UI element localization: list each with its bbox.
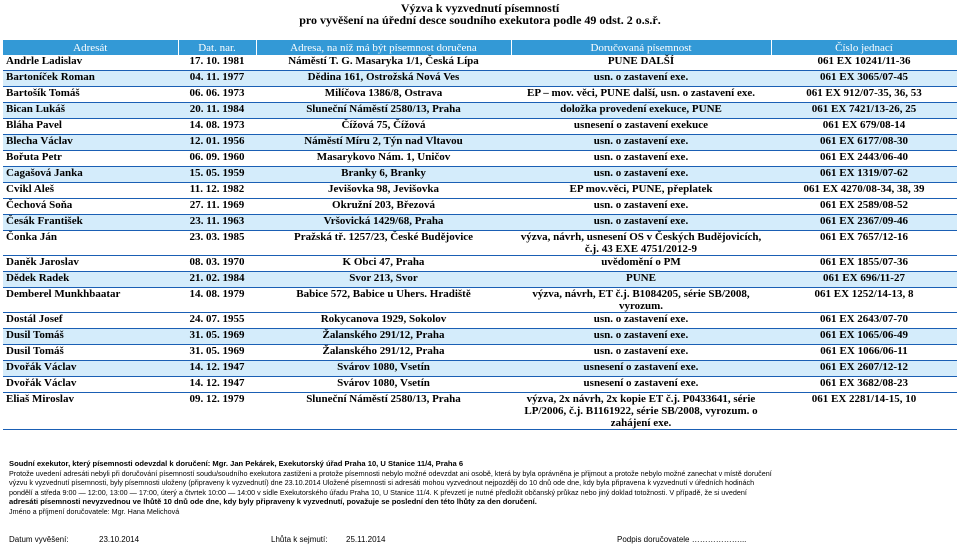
document-type: usnesení o zastavení exe. bbox=[511, 361, 771, 377]
delivery-address: Masarykovo Nám. 1, Uničov bbox=[256, 151, 511, 167]
document-type: usn. o zastavení exe. bbox=[511, 215, 771, 231]
document-type: usn. o zastavení exe. bbox=[511, 313, 771, 329]
document-type: EP – mov. věci, PUNE další, usn. o zastavení exe. bbox=[511, 87, 771, 103]
recipient-name: Cagašová Janka bbox=[3, 167, 178, 183]
table-row bbox=[3, 55, 957, 71]
table-row bbox=[3, 377, 957, 393]
document-type: usn. o zastavení exe. bbox=[511, 345, 771, 361]
delivery-address: Rokycanova 1929, Sokolov bbox=[256, 313, 511, 329]
footer-notice bbox=[9, 459, 954, 516]
table-row bbox=[3, 345, 957, 361]
delivery-address: Náměstí Míru 2, Týn nad Vltavou bbox=[256, 135, 511, 151]
header-reference: Číslo jednací bbox=[771, 40, 957, 55]
document-type: usnesení o zastavení exekuce bbox=[511, 119, 771, 135]
table-row bbox=[3, 288, 957, 313]
recipient-name: Dvořák Václav bbox=[3, 377, 178, 393]
birth-date: 14. 12. 1947 bbox=[178, 361, 256, 377]
birth-date: 27. 11. 1969 bbox=[178, 199, 256, 215]
delivery-address: Čížová 75, Čížová bbox=[256, 119, 511, 135]
delivery-address: Sluneční Náměstí 2580/13, Praha bbox=[256, 393, 511, 430]
header-birth-date: Dat. nar. bbox=[178, 40, 256, 55]
birth-date: 08. 03. 1970 bbox=[178, 256, 256, 272]
recipient-name: Čechová Soňa bbox=[3, 199, 178, 215]
delivery-address: K Obci 47, Praha bbox=[256, 256, 511, 272]
birth-date: 04. 11. 1977 bbox=[178, 71, 256, 87]
document-title bbox=[0, 0, 960, 26]
table-body bbox=[3, 55, 957, 430]
reference-number: 061 EX 2643/07-70 bbox=[771, 313, 957, 329]
recipient-name: Daněk Jaroslav bbox=[3, 256, 178, 272]
document-type: výzva, návrh, usnesení OS v Českých Budějovicích, č.j. 43 EXE 4751/2012-9 bbox=[511, 231, 771, 256]
footer-text-3: pondělí a středa 9:00 — 12:00, 13:00 — 17:00, úterý a čtvrtek 10:00 — 14:00 v sídle Exekutorského úřadu Praha 10, U Stanice 11/4. K převzetí je nutné předložit občanský průkaz nebo jiný doklad totožnosti. V případě, že si uvedení bbox=[9, 487, 747, 497]
document-type: usn. o zastavení exe. bbox=[511, 167, 771, 183]
table-row bbox=[3, 151, 957, 167]
delivery-address: Milíčova 1386/8, Ostrava bbox=[256, 87, 511, 103]
birth-date: 14. 08. 1979 bbox=[178, 288, 256, 313]
header-recipient: Adresát bbox=[3, 40, 178, 55]
table-row bbox=[3, 313, 957, 329]
recipient-name: Andrle Ladislav bbox=[3, 55, 178, 71]
footer-text-1: Protože uvedení adresáti nebyli při doručování písemností soudu/soudního exekutora zastiženi a protože písemnosti nebylo možné odevzdat ani osobě, která by byla oprávněna je přijmout a protože nebylo možné zanechat v místě doručení bbox=[9, 468, 772, 478]
recipient-name: Dvořák Václav bbox=[3, 361, 178, 377]
recipient-name: Bartoníček Roman bbox=[3, 71, 178, 87]
recipient-name: Dusil Tomáš bbox=[3, 345, 178, 361]
birth-date: 11. 12. 1982 bbox=[178, 183, 256, 199]
document-type: výzva, 2x návrh, 2x kopie ET č.j. P0433641, série LP/2006, č.j. B1161922, série SB/2008, vyrozum. o zahájení exe. bbox=[511, 393, 771, 430]
table-row bbox=[3, 393, 957, 430]
birth-date: 06. 09. 1960 bbox=[178, 151, 256, 167]
table-row bbox=[3, 87, 957, 103]
recipient-name: Česák František bbox=[3, 215, 178, 231]
birth-date: 24. 07. 1955 bbox=[178, 313, 256, 329]
reference-number: 061 EX 2443/06-40 bbox=[771, 151, 957, 167]
document-type: PUNE DALŠÍ bbox=[511, 55, 771, 71]
document-type: usn. o zastavení exe. bbox=[511, 135, 771, 151]
delivery-address: Okružní 203, Březová bbox=[256, 199, 511, 215]
reference-number: 061 EX 1065/06-49 bbox=[771, 329, 957, 345]
signature-label: Podpis doručovatele ………………... bbox=[617, 535, 747, 544]
recipient-name: Dusil Tomáš bbox=[3, 329, 178, 345]
reference-number: 061 EX 1066/06-11 bbox=[771, 345, 957, 361]
delivery-address: Branky 6, Branky bbox=[256, 167, 511, 183]
table-row bbox=[3, 361, 957, 377]
reference-number: 061 EX 2281/14-15, 10 bbox=[771, 393, 957, 430]
document-type: EP mov.věci, PUNE, přeplatek bbox=[511, 183, 771, 199]
document-type: uvědomění o PM bbox=[511, 256, 771, 272]
table-row bbox=[3, 199, 957, 215]
delivery-address: Žalanského 291/12, Praha bbox=[256, 329, 511, 345]
recipient-name: Bláha Pavel bbox=[3, 119, 178, 135]
table-row bbox=[3, 183, 957, 199]
birth-date: 17. 10. 1981 bbox=[178, 55, 256, 71]
reference-number: 061 EX 2589/08-52 bbox=[771, 199, 957, 215]
reference-number: 061 EX 6177/08-30 bbox=[771, 135, 957, 151]
document-type: výzva, návrh, ET č.j. B1084205, série SB/2008, vyrozum. bbox=[511, 288, 771, 313]
recipient-name: Dědek Radek bbox=[3, 272, 178, 288]
birth-date: 23. 03. 1985 bbox=[178, 231, 256, 256]
table-row bbox=[3, 71, 957, 87]
deadline-label: Lhůta k sejmutí: bbox=[271, 535, 328, 544]
delivery-address: Vršovická 1429/68, Praha bbox=[256, 215, 511, 231]
reference-number: 061 EX 1252/14-13, 8 bbox=[771, 288, 957, 313]
document-type: usn. o zastavení exe. bbox=[511, 329, 771, 345]
table-row bbox=[3, 256, 957, 272]
birth-date: 09. 12. 1979 bbox=[178, 393, 256, 430]
delivery-address: Svárov 1080, Vsetín bbox=[256, 377, 511, 393]
delivery-address: Pražská tř. 1257/23, České Budějovice bbox=[256, 231, 511, 256]
footer-executor: Soudní exekutor, který písemnosti odevzdal k doručení: Mgr. Jan Pekárek, Exekutorský úřad Praha 10, U Stanice 11/4, Praha 6 bbox=[9, 459, 464, 468]
delivery-address: Jevišovka 98, Jevišovka bbox=[256, 183, 511, 199]
table-row bbox=[3, 215, 957, 231]
recipient-name: Demberel Munkhbaatar bbox=[3, 288, 178, 313]
document-type: usnesení o zastavení exe. bbox=[511, 377, 771, 393]
delivery-address: Babice 572, Babice u Uhers. Hradiště bbox=[256, 288, 511, 313]
reference-number: 061 EX 912/07-35, 36, 53 bbox=[771, 87, 957, 103]
document-type: doložka provedení exekuce, PUNE bbox=[511, 103, 771, 119]
birth-date: 14. 12. 1947 bbox=[178, 377, 256, 393]
title-line-2: pro vyvěšení na úřední desce soudního exekutora podle 49 odst. 2 o.s.ř. bbox=[299, 13, 661, 27]
table-row bbox=[3, 329, 957, 345]
reference-number: 061 EX 10241/11-36 bbox=[771, 55, 957, 71]
table-header-row bbox=[3, 40, 957, 55]
footer-text-4: adresáti písemnosti nevyzvednou ve lhůtě 10 dnů ode dne, kdy byly připraveny k vyzvednutí, považuje se poslední den této lhůty za den doručení. bbox=[9, 497, 537, 506]
footer-text-2: výzvu k vyzvednutí písemnosti, byly písemnosti uloženy (připraveny k vyzvednutí) dne 23.10.2014 Uložené písemnosti si adresáti mohou vyzvednout nejpozději do 10 dnů ode dne, kdy byla připravena k vyzvednutí v úředních hodinách bbox=[9, 478, 755, 487]
delivery-address: Sluneční Náměstí 2580/13, Praha bbox=[256, 103, 511, 119]
reference-number: 061 EX 1855/07-36 bbox=[771, 256, 957, 272]
recipient-name: Bořuta Petr bbox=[3, 151, 178, 167]
posted-label: Datum vyvěšení: bbox=[9, 535, 69, 544]
delivery-address: Svárov 1080, Vsetín bbox=[256, 361, 511, 377]
table-row bbox=[3, 119, 957, 135]
birth-date: 15. 05. 1959 bbox=[178, 167, 256, 183]
recipient-name: Eliaš Miroslav bbox=[3, 393, 178, 430]
posted-value: 23.10.2014 bbox=[99, 535, 140, 544]
deadline-value: 25.11.2014 bbox=[346, 535, 386, 544]
birth-date: 31. 05. 1969 bbox=[178, 329, 256, 345]
reference-number: 061 EX 3065/07-45 bbox=[771, 71, 957, 87]
recipient-name: Bican Lukáš bbox=[3, 103, 178, 119]
reference-number: 061 EX 2607/12-12 bbox=[771, 361, 957, 377]
birth-date: 21. 02. 1984 bbox=[178, 272, 256, 288]
table-row bbox=[3, 167, 957, 183]
birth-date: 20. 11. 1984 bbox=[178, 103, 256, 119]
delivery-address: Svor 213, Svor bbox=[256, 272, 511, 288]
header-address: Adresa, na níž má být písemnost doručena bbox=[256, 40, 511, 55]
bottom-bar bbox=[9, 535, 954, 546]
table-row bbox=[3, 103, 957, 119]
recipient-name: Dostál Josef bbox=[3, 313, 178, 329]
reference-number: 061 EX 696/11-27 bbox=[771, 272, 957, 288]
reference-number: 061 EX 3682/08-23 bbox=[771, 377, 957, 393]
birth-date: 23. 11. 1963 bbox=[178, 215, 256, 231]
header-document: Doručovaná písemnost bbox=[511, 40, 771, 55]
reference-number: 061 EX 1319/07-62 bbox=[771, 167, 957, 183]
table-row bbox=[3, 272, 957, 288]
table-row bbox=[3, 135, 957, 151]
reference-number: 061 EX 7657/12-16 bbox=[771, 231, 957, 256]
reference-number: 061 EX 679/08-14 bbox=[771, 119, 957, 135]
birth-date: 31. 05. 1969 bbox=[178, 345, 256, 361]
delivery-address: Dědina 161, Ostrožská Nová Ves bbox=[256, 71, 511, 87]
birth-date: 06. 06. 1973 bbox=[178, 87, 256, 103]
recipients-table bbox=[3, 40, 958, 430]
reference-number: 061 EX 4270/08-34, 38, 39 bbox=[771, 183, 957, 199]
document-type: usn. o zastavení exe. bbox=[511, 71, 771, 87]
document-type: usn. o zastavení exe. bbox=[511, 199, 771, 215]
footer-courier: Jméno a příjmení doručovatele: Mgr. Hana Melichová bbox=[9, 506, 180, 516]
document-type: PUNE bbox=[511, 272, 771, 288]
birth-date: 14. 08. 1973 bbox=[178, 119, 256, 135]
recipient-name: Čonka Ján bbox=[3, 231, 178, 256]
recipient-name: Blecha Václav bbox=[3, 135, 178, 151]
birth-date: 12. 01. 1956 bbox=[178, 135, 256, 151]
delivery-address: Žalanského 291/12, Praha bbox=[256, 345, 511, 361]
title-line-1: Výzva k vyzvednutí písemností bbox=[400, 1, 560, 15]
reference-number: 061 EX 7421/13-26, 25 bbox=[771, 103, 957, 119]
delivery-address: Náměstí T. G. Masaryka 1/1, Česká Lípa bbox=[256, 55, 511, 71]
recipient-name: Cvikl Aleš bbox=[3, 183, 178, 199]
reference-number: 061 EX 2367/09-46 bbox=[771, 215, 957, 231]
table-row bbox=[3, 231, 957, 256]
document-type: usn. o zastavení exe. bbox=[511, 151, 771, 167]
recipient-name: Bartošík Tomáš bbox=[3, 87, 178, 103]
